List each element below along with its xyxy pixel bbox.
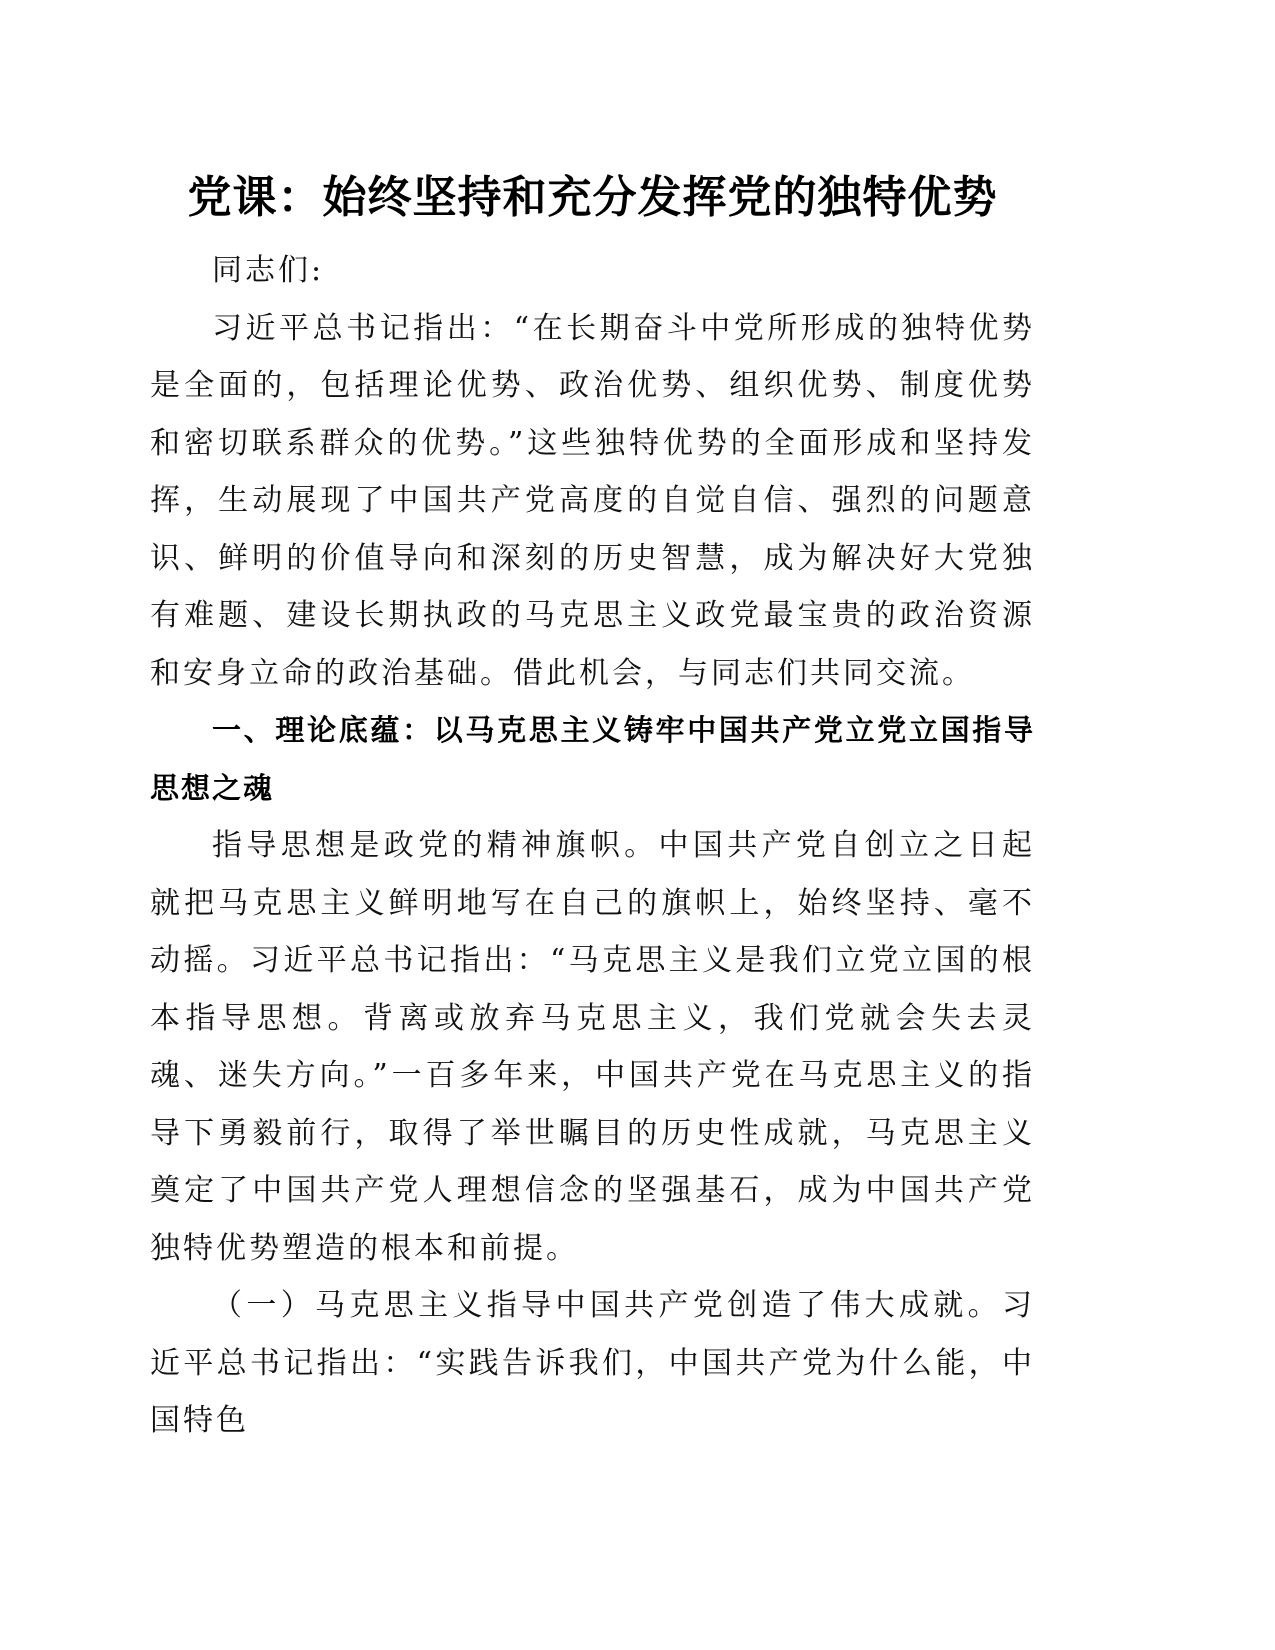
- paragraph-guiding-thought: 指导思想是政党的精神旗帜。中国共产党自创立之日起就把马克思主义鲜明地写在自己的旗帜上，始终坚持、毫不动摇。习近平总书记指出：“马克思主义是我们立党立国的根本指导思想。背离或放弃马克思主义，我们党就会失去灵魂、迷失方向。”一百多年来，中国共产党在马克思主义的指导下勇毅前行，取得了举世瞩目的历史性成就，马克思主义奠定了中国共产党人理想信念的坚强基石，成为中国共产党独特优势塑造的根本和前提。: [150, 828, 1035, 1266]
- greeting: 同志们:: [212, 253, 325, 288]
- paragraph-intro: 习近平总书记指出：“在长期奋斗中党所形成的独特优势是全面的，包括理论优势、政治优势、组织优势、制度优势和密切联系群众的优势。”这些独特优势的全面形成和坚持发挥，生动展现了中国共产党高度的自觉自信、强烈的问题意识、鲜明的价值导向和深刻的历史智慧，成为解决好大党独有难题、建设长期执政的马克思主义政党最宝贵的政治资源和安身立命的政治基础。借此机会，与同志们共同交流。: [150, 310, 1035, 691]
- section-heading-1: 一、理论底蕴：以马克思主义铸牢中国共产党立党立国指导思想之魂: [150, 713, 1035, 805]
- document-title: 党课：始终坚持和充分发挥党的独特优势: [187, 172, 998, 223]
- document-page: [150, 160, 1035, 1580]
- paragraph-subsection-1: （一）马克思主义指导中国共产党创造了伟大成就。习近平总书记指出：“实践告诉我们，中国共产党为什么能，中国特色: [150, 1288, 1035, 1438]
